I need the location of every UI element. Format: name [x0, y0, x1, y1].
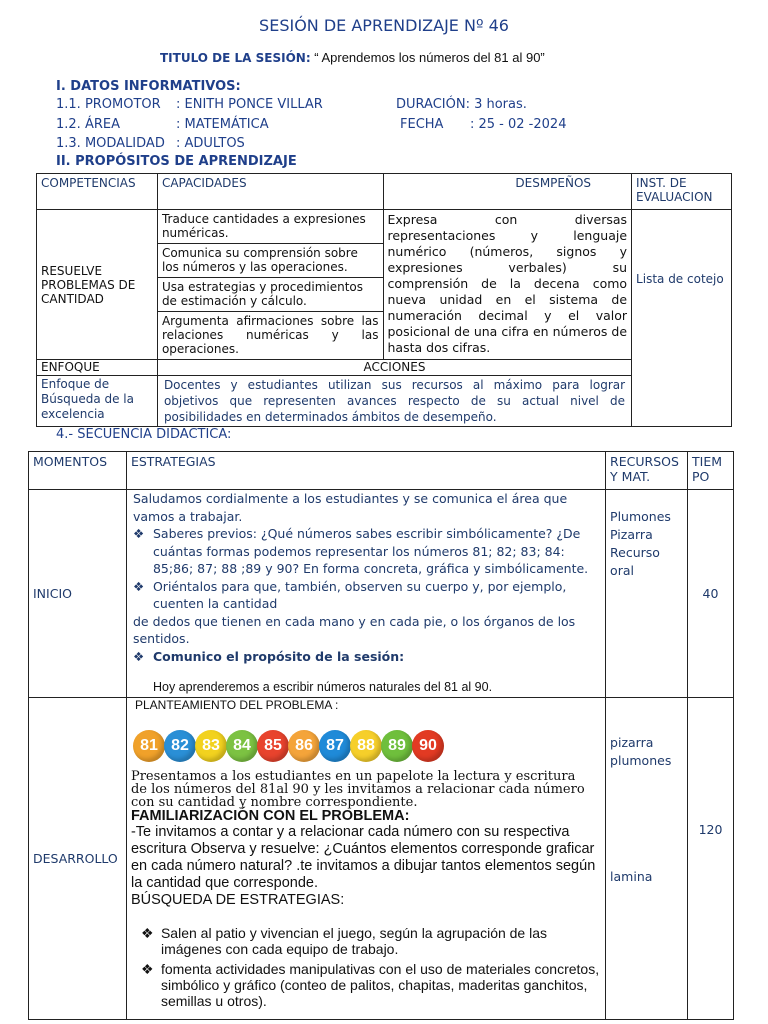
bullet-icon: ❖ — [140, 924, 154, 941]
session-title: “ Aprendemos los números del 81 al 90” — [314, 50, 545, 65]
secuencia-heading: 4.- SECUENCIA DIDACTICA: — [56, 427, 232, 442]
inicio-recursos: Plumones Pizarra Recurso oral — [606, 490, 688, 698]
page-title: SESIÓN DE APRENDIZAJE Nº 46 — [259, 16, 509, 35]
competencia: RESUELVE PROBLEMAS DE CANTIDAD — [37, 210, 158, 360]
number-ball-88: 88 — [350, 730, 382, 762]
inicio-bullet-1: ❖ Saberes previos: ¿Qué números sabes escribir simbólicamente? ¿De cuántas formas podemos representar los números 81; 82; 83; 84: 85;86; 87; 88 ;89 y 90? En forma concreta, gráfica y simbólicamente. — [132, 526, 589, 576]
bullet-icon: ❖ — [132, 526, 145, 541]
instrumento: Lista de cotejo — [632, 210, 732, 427]
session-title-line — [160, 50, 545, 65]
fecha-value: : 25 - 02 -2024 — [470, 117, 567, 132]
propositos-heading: II. PROPÓSITOS DE APRENDIZAJE — [56, 154, 297, 169]
desarrollo-bullet-2: ❖ fomenta actividades manipulativas con el uso de materiales concretos, simbólico y gráfico (conteo de palitos, chapitas, maderitas ganchitos, semillas u otros). — [140, 960, 600, 1009]
inicio-bullet-2: ❖ Oriéntalos para que, también, observen su cuerpo y, por ejemplo, cuenten la cantidad — [132, 578, 567, 611]
number-ball-89: 89 — [381, 730, 413, 762]
number-ball-81: 81 — [133, 730, 165, 762]
bullet-icon: ❖ — [132, 578, 145, 594]
bullet-icon: ❖ — [132, 648, 145, 664]
number-ball-85: 85 — [257, 730, 289, 762]
desarrollo-bullet-1: ❖ Salen al patio y vivencian el juego, según la agrupación de las imágenes con cada equipo de trabajo. — [140, 924, 548, 957]
col-tiempo: TIEM PO — [688, 452, 734, 490]
inicio-p6: Hoy aprenderemos a escribir números naturales del 81 al 90. — [152, 680, 493, 694]
desarrollo-recursos: pizarra plumones lamina — [606, 697, 688, 1019]
modalidad-value: : ADULTOS — [176, 136, 245, 151]
desarrollo-estrategias — [126, 697, 605, 1019]
fecha-label: FECHA — [400, 117, 444, 132]
col-inst: INST. DE EVALUACION — [632, 174, 732, 210]
col-estrategias: ESTRATEGIAS — [126, 452, 605, 490]
col-capacidades: CAPACIDADES — [157, 174, 383, 210]
capacidad-2: Comunica su comprensión sobre los números y las operaciones. — [157, 244, 383, 278]
fam-text: -Te invitamos a contar y a relacionar cada número con su respectiva escritura Observa y resuelve: ¿Cuántos elementos corresponde graficar en cada número natural? .te invitamos a dibujar tantos elementos según la cantidad que corresponde. — [130, 823, 596, 891]
inicio-p4: de dedos que tienen en cada mano y en cada pie, o los órganos de los sentidos. — [132, 613, 576, 646]
promotor-label: 1.1. PROMOTOR — [56, 97, 161, 112]
modalidad-label: 1.3. MODALIDAD — [56, 136, 165, 151]
capacidad-4: Argumenta afirmaciones sobre las relaciones numéricas y las operaciones. — [157, 312, 383, 360]
duracion: DURACIÓN: 3 horas. — [396, 97, 527, 112]
acciones: Docentes y estudiantes utilizan sus recursos al máximo para lograr objetivos que representen avances respecto de su actual nivel de posibilidades en determinados ámbitos de desempeño. — [157, 376, 631, 427]
number-ball-86: 86 — [288, 730, 320, 762]
capacidad-1: Traduce cantidades a expresiones numéricas. — [157, 210, 383, 244]
desempeno: Expresa con diversas representaciones y lenguaje numérico (números, signos y expresiones verbales) su comprensión de la decena como nueva unidad en el sistema de numeración decimal y el valor posicional de una cifra en números de hasta dos cifras. — [383, 210, 632, 360]
col-recursos: RECURSOS Y MAT. — [606, 452, 688, 490]
propositos-table — [36, 173, 732, 427]
inicio-p1: Saludamos cordialmente a los estudiantes y se comunica el área que vamos a trabajar. — [132, 491, 568, 524]
acciones-label: ACCIONES — [157, 360, 631, 376]
inicio-bullet-3: ❖ Comunico el propósito de la sesión: — [132, 648, 405, 664]
session-title-label: TITULO DE LA SESIÓN: — [160, 51, 311, 65]
planteamiento: PLANTEAMIENTO DEL PROBLEMA : — [134, 697, 339, 712]
promotor-value: : ENITH PONCE VILLAR — [176, 97, 323, 112]
number-ball-82: 82 — [164, 730, 196, 762]
number-ball-84: 84 — [226, 730, 258, 762]
presentamos: Presentamos a los estudiantes en un papelote la lectura y escritura de los números del 81al 90 y les invitamos a relacionar cada número con su cantidad y nombre correspondiente. — [130, 768, 585, 810]
inicio-label: INICIO — [29, 490, 127, 698]
datos-heading: I. DATOS INFORMATIVOS: — [56, 79, 241, 94]
area-label: 1.2. ÁREA — [56, 117, 120, 132]
col-desempenos: DESMPEÑOS — [383, 174, 632, 210]
area-value: : MATEMÁTICA — [176, 117, 269, 132]
number-ball-83: 83 — [195, 730, 227, 762]
bullet-icon: ❖ — [140, 960, 154, 977]
desarrollo-label: DESARROLLO — [29, 697, 127, 1019]
number-ball-90: 90 — [412, 730, 444, 762]
col-competencias: COMPETENCIAS — [37, 174, 158, 210]
number-balls — [133, 730, 601, 764]
enfoque: Enfoque de Búsqueda de la excelencia — [37, 376, 158, 427]
recurso-lamina: lamina — [610, 868, 653, 884]
desarrollo-tiempo: 120 — [688, 697, 734, 1019]
inicio-estrategias — [126, 490, 605, 698]
capacidad-3: Usa estrategias y procedimientos de estimación y cálculo. — [157, 278, 383, 312]
number-ball-87: 87 — [319, 730, 351, 762]
enfoque-label: ENFOQUE — [37, 360, 158, 376]
col-momentos: MOMENTOS — [29, 452, 127, 490]
busqueda: BÚSQUEDA DE ESTRATEGIAS: — [130, 891, 345, 908]
secuencia-table — [28, 451, 734, 1020]
inicio-tiempo: 40 — [688, 490, 734, 698]
familiarizacion: FAMILIARIZACIÓN CON EL PROBLEMA: — [130, 807, 410, 824]
